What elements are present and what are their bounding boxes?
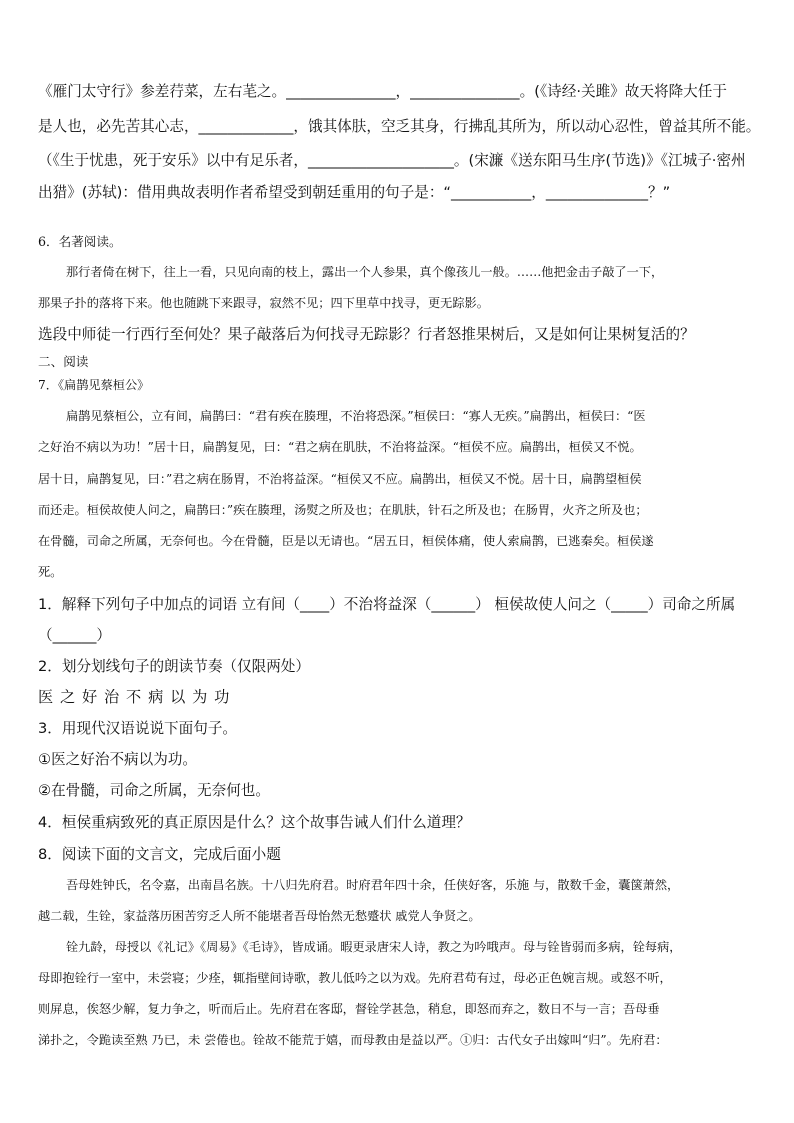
question-line: 选段中师徒一行西行至何处？果子敲落后为何找寻无踪影？行者怒推果树后，又是如何让果树复活的？ — [38, 326, 695, 343]
text-line: 越二载，生铨，家益落历困苦穷乏人所不能堪者吾母怡然无愁蹙状 戚党人争贤之。 — [38, 909, 481, 923]
text-line: 死。 — [38, 565, 63, 579]
section-heading: 7．《扁鹊见蔡桓公》 — [38, 378, 150, 392]
text-line: 之好治不病以为功！”居十日，扁鹊复见，曰：“君之病在肌肤，不治将益深。“桓侯不应。扁鹊出，桓侯又不悦。 — [38, 440, 642, 454]
question-line: 1．解释下列句子中加点的词语 立有间（____）不治将益深（______） 桓侯故使人问之（_____）司命之所属 — [38, 596, 736, 613]
text-line: 那行者倚在树下，往上一看，只见向南的枝上，露出一个人参果，真个像孩儿一般。……他把金击子敲了一下， — [66, 265, 664, 279]
text-line: 母即抱铨行一室中，未尝寝；少痊，辄指壁间诗歌，教儿低吟之以为戏。先府君苟有过，母必正色婉言规。或怒不听， — [38, 971, 672, 985]
question-line: ①医之好治不病以为功。 — [38, 751, 198, 768]
text-line: 居十日，扁鹊复见，曰：”君之病在肠胃，不治将益深。“桓侯又不应。扁鹊出，桓侯又不悦。居十日，扁鹊望桓侯 — [38, 472, 642, 486]
text-line: 那果子扑的落将下来。他也随跳下来跟寻，寂然不见；四下里草中找寻，更无踪影。 — [38, 296, 489, 310]
section-heading: 二、阅读 — [38, 354, 89, 369]
question-line: 4．桓侯重病致死的真正原因是什么？这个故事告诫人们什么道理？ — [38, 814, 471, 831]
text-line: （《生于忧患，死于安乐》以中有足乐者，____________________。(宋濂《送东阳马生序(节选)》《江城子·密州 — [38, 152, 746, 169]
text-line: 在骨髓，司命之所属，无奈何也。今在骨髓，臣是以无请也。“居五日，桓侯体痛，使人索扁鹊，已逃秦矣。桓侯遂 — [38, 534, 654, 548]
question-line: 8．阅读下面的文言文，完成后面小题 — [38, 846, 281, 863]
text-line: 是人也，必先苦其心志，_____________，饿其体肤，空乏其身，行拂乱其所为，所以动心忍性，曾益其所不能。 — [38, 118, 761, 135]
text-line: 扁鹊见蔡桓公，立有间，扁鹊曰：“君有疾在腠理，不治将恐深。”桓侯曰：“寡人无疾。”扁鹊出，桓侯曰：“医 — [66, 409, 646, 423]
text-line: 出猎》(苏轼)：借用典故表明作者希望受到朝廷重用的句子是：“___________，______________？” — [38, 184, 671, 201]
text-line: 则屏息，俟怒少解，复力争之，听而后止。先府君在客邸，督铨学甚急，稍怠，即怒而弃之，数日不与一言；吾母垂 — [38, 1002, 660, 1016]
question-line: ②在骨髓，司命之所属，无奈何也。 — [38, 782, 270, 799]
text-line: 涕扑之，令跪读至熟 乃已，未 尝倦也。铨故不能荒于嬉，而母教由是益以严。①归：古代女子出嫁叫“归”。先府君： — [38, 1033, 668, 1047]
question-line: 2．划分划线句子的朗读节奏（仅限两处） — [38, 658, 310, 675]
section-heading: 6．名著阅读。 — [38, 234, 122, 249]
text-line: 《雁门太守行》参差荇菜，左右芼之。_______________，_______________。(《诗经·关雎》故天将降大任于 — [38, 83, 727, 100]
text-line: 铨九龄，母授以《礼记》《周易》《毛诗》，皆成诵。暇更录唐宋人诗，教之为吟哦声。母与铨皆弱而多病，铨每病， — [66, 940, 682, 954]
question-line: （______） — [38, 627, 111, 644]
text-line: 而还走。桓侯故使人问之，扁鹊曰：”疾在腠理，汤熨之所及也；在肌肤，针石之所及也；在肠胃，火齐之所及也； — [38, 503, 648, 517]
reading-sentence: 医 之 好 治 不 病 以 为 功 — [38, 688, 231, 706]
question-line: 3．用现代汉语说说下面句子。 — [38, 720, 238, 737]
text-line: 吾母姓钟氏，名令嘉，出南昌名族。十八归先府君。时府君年四十余，任侠好客，乐施 与，散数千金，囊箧萧然， — [66, 878, 680, 892]
